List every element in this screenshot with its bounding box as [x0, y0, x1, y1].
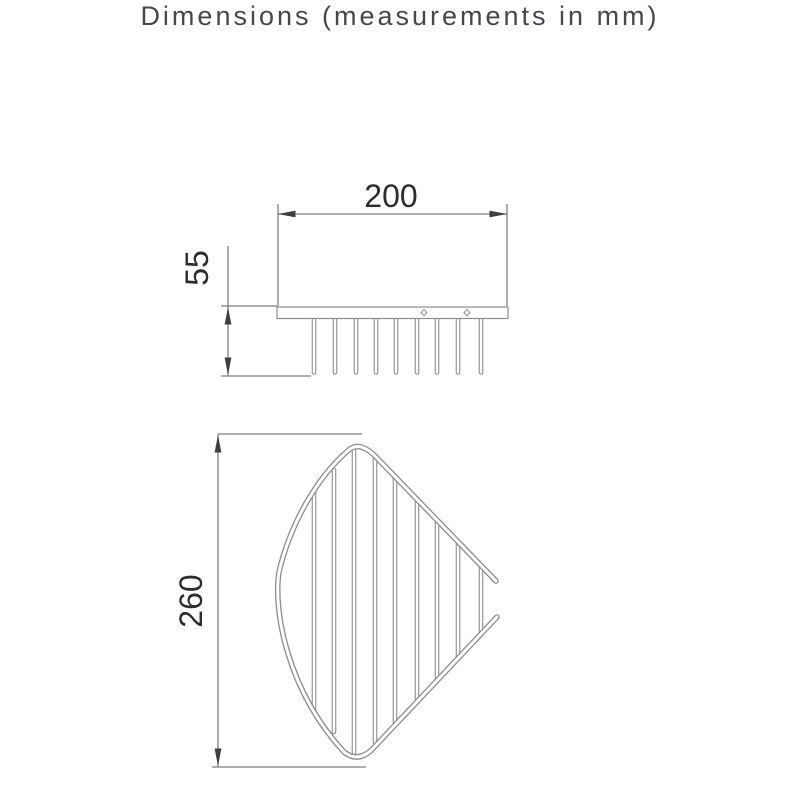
- top-view-diagram: [173, 434, 497, 767]
- side-view-wires: [314, 312, 481, 373]
- arrowhead-up-icon: [215, 435, 222, 453]
- width-dimension-label: 200: [364, 178, 418, 214]
- side-view-diagram: [179, 178, 508, 376]
- arrowhead-left-icon: [278, 211, 296, 218]
- arrowhead-up-icon: [225, 307, 232, 325]
- depth-dimension: [173, 434, 366, 767]
- width-dimension: [278, 178, 507, 306]
- depth-dimension-label: 260: [173, 574, 209, 628]
- arrowhead-down-icon: [215, 749, 222, 767]
- arrowhead-right-icon: [490, 211, 508, 218]
- top-view-wires: [314, 450, 481, 753]
- height-dimension-label: 55: [179, 250, 215, 286]
- arrowhead-down-icon: [225, 358, 232, 376]
- basket-rim-bar: [277, 307, 508, 319]
- page-title: Dimensions (measurements in mm): [140, 1, 660, 31]
